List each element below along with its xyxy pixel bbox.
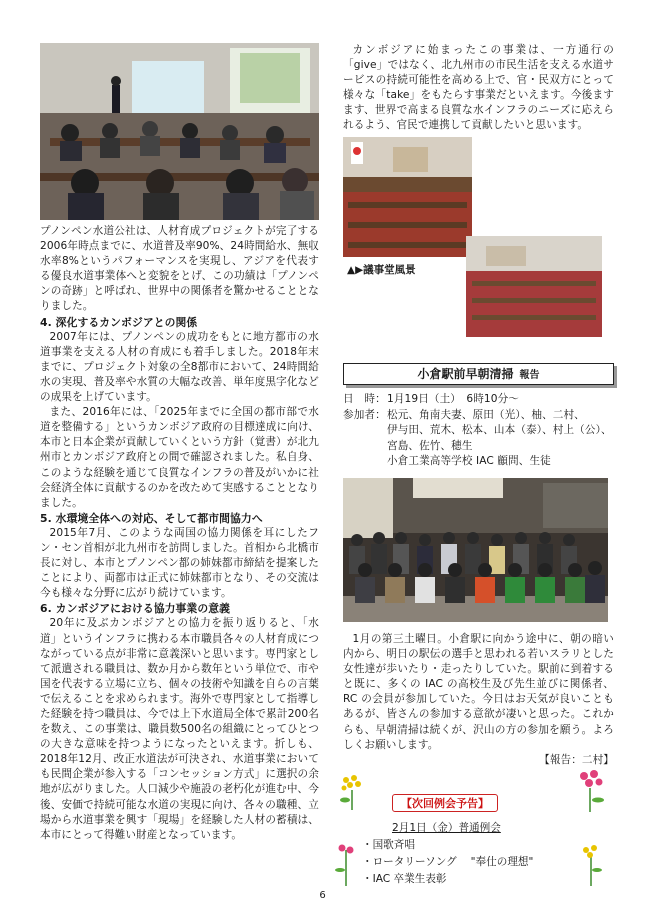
report-body xyxy=(343,632,614,768)
paragraph: プノンペン水道公社は、人材育成プロジェクトが完了する2006年時点までに、水道普及率90%、24時間給水、無収水率8%というパフォーマンスを実現し、アジアを代表する優良水道事業体へと変貌をとげ、この功績は「プノンペンの奇跡」と呼ばれ、世界中の関係者を驚かせることとなりました。 xyxy=(40,225,319,313)
next-meeting-item: ・ロータリーソング "奉仕の理想" xyxy=(362,856,534,868)
report-signature: 【報告：二村】 xyxy=(539,753,614,766)
next-meeting-date: 2月1日（金）普通例会 xyxy=(392,822,501,834)
flower-bottom-left-icon xyxy=(332,840,360,886)
next-meeting-item: ・IAC 卒業生表彰 xyxy=(362,873,447,885)
next-meeting-list xyxy=(362,820,533,888)
page-number: 6 xyxy=(319,890,326,901)
date-label: 日 時： xyxy=(343,393,386,405)
section-heading: 4. 深化するカンボジアとの関係 xyxy=(40,315,198,329)
report-title-box xyxy=(343,363,614,385)
paragraph: また、2016年には、「2025年までに全国の都市部で水道を整備する」というカンボジア政府の目標達成に向け、本市と日本企業が貢献していくという方針（覚書）が北九州市とカンボジア政府との間で確認されました。私自身、このような経験を通じて良質なインフラの普及がいかに社会経済全体に貢献するのかを改ためて実感することとなりました。 xyxy=(40,406,319,509)
participants-line: 小倉工業高等学校 IAC 顧問、生徒 xyxy=(387,455,551,468)
participants-line: 伊与田、荒木、松本、山本（泰）、村上（公）、 xyxy=(387,424,612,437)
report-title: 小倉駅前早朝清掃 xyxy=(417,367,514,381)
council-caption: ▲▶議事堂風景 xyxy=(347,264,416,276)
section-heading: 6. カンボジアにおける協力事業の意義 xyxy=(40,602,231,616)
participants-label: 参加者： xyxy=(343,408,386,421)
paragraph: カンボジアに始まったこの事業は、一方通行の「give」ではなく、北九州市の市民生活を支える水道サービスの持続可能性を高める上で、官・民双方にとって様々な「take」をもたらす事業だといえます。今後ますます、世界で高まる良質な水インフラのニーズに応えられるよう、官民で連携して貢献したいと思います。 xyxy=(343,44,614,132)
report-info xyxy=(343,392,623,470)
next-meeting-item: ・国歌斉唱 xyxy=(362,839,415,851)
paragraph: 2015年7月、このような両国の協力関係を耳にしたフン・セン首相が北九州市を訪問しました。首相から北橋市長に対し、本市とプノンペン都の姉妹都市締結を提案したことにより、両都市は正式に姉妹都市となり、その交流は今も様々な分野に広がり続けています。 xyxy=(40,526,319,600)
council-chamber-photo-2 xyxy=(466,236,602,337)
participants-line: 宮島、佐竹、穂生 xyxy=(387,439,473,452)
report-title-suffix: 報告 xyxy=(519,370,540,381)
paragraph: 2007年には、プノンペンの成功をもとに地方都市の水道事業を支える人材の育成にも着手しました。2018年末までに、プロジェクト対象の全8都市において、24時間給水の実現、普及率や水質の大幅な改善、単年度黒字化などの成果を上げています。 xyxy=(40,330,319,404)
flower-right-icon xyxy=(572,768,608,812)
right-intro-text xyxy=(343,43,614,134)
flower-left-icon xyxy=(336,772,368,810)
flower-bottom-right-icon xyxy=(576,842,606,886)
paragraph: 1月の第三土曜日。小倉駅に向かう途中に、朝の暗い内から、明日の駅伝の選手と思われる若いスラリとした女性達が歩いたり・走ったりしていた。駅前に到着すると既に、多くの IAC の高校生及び先生並びに関係者、RC の会員が参加していた。今日はお天気が良いこともあるが、皆さんの参加する意欲が凄いと思った。これからも、早朝清掃は続くが、沢山の方の参加を願う。よろしくお願いします。 xyxy=(343,633,614,751)
meeting-room-photo xyxy=(40,43,319,220)
next-meeting-title: 【次回例会予告】 xyxy=(392,794,498,812)
left-column-text xyxy=(40,224,319,843)
council-chamber-photo xyxy=(343,137,472,257)
date-value: 1月19日（土） 6時10分～ xyxy=(387,393,519,405)
section-heading: 5. 水環境全体への対応、そして都市間協力へ xyxy=(40,511,263,525)
paragraph: 20年に及ぶカンボジアとの協力を振り返りると、「水道」というインフラに携わる本市職員各々の人材育成につながっている点が非常に意義深いと思います。専門家として派遣される職員は、数か月から数年という単位で、市や国を代表する立場に立ち、個々の技術や知識を自らの言葉で伝えることを求められます。海外で専門家として指導した経験を持つ職員は、今では上下水道局全体で累計200名を数え、この事業は、職員数500名の組織にとってひとつの大きな意味を持つようになったといえます。折しも、2018年12月、改正水道法が可決され、水道事業においても民間企業が参入する「コンセッション方式」に選択の余地が広がりました。人口減少や施設の老朽化が進む中、今後、安価で持続可能な水道の実現に向け、各々の職種、立場から水道事業を興す「現場」を経験した人材の蓄積は、本市にとって得難い財産となっています。 xyxy=(40,617,319,841)
group-photo xyxy=(343,478,608,622)
participants-line: 松元、角南夫妻、原田（光）、柚、二村、 xyxy=(387,408,585,421)
